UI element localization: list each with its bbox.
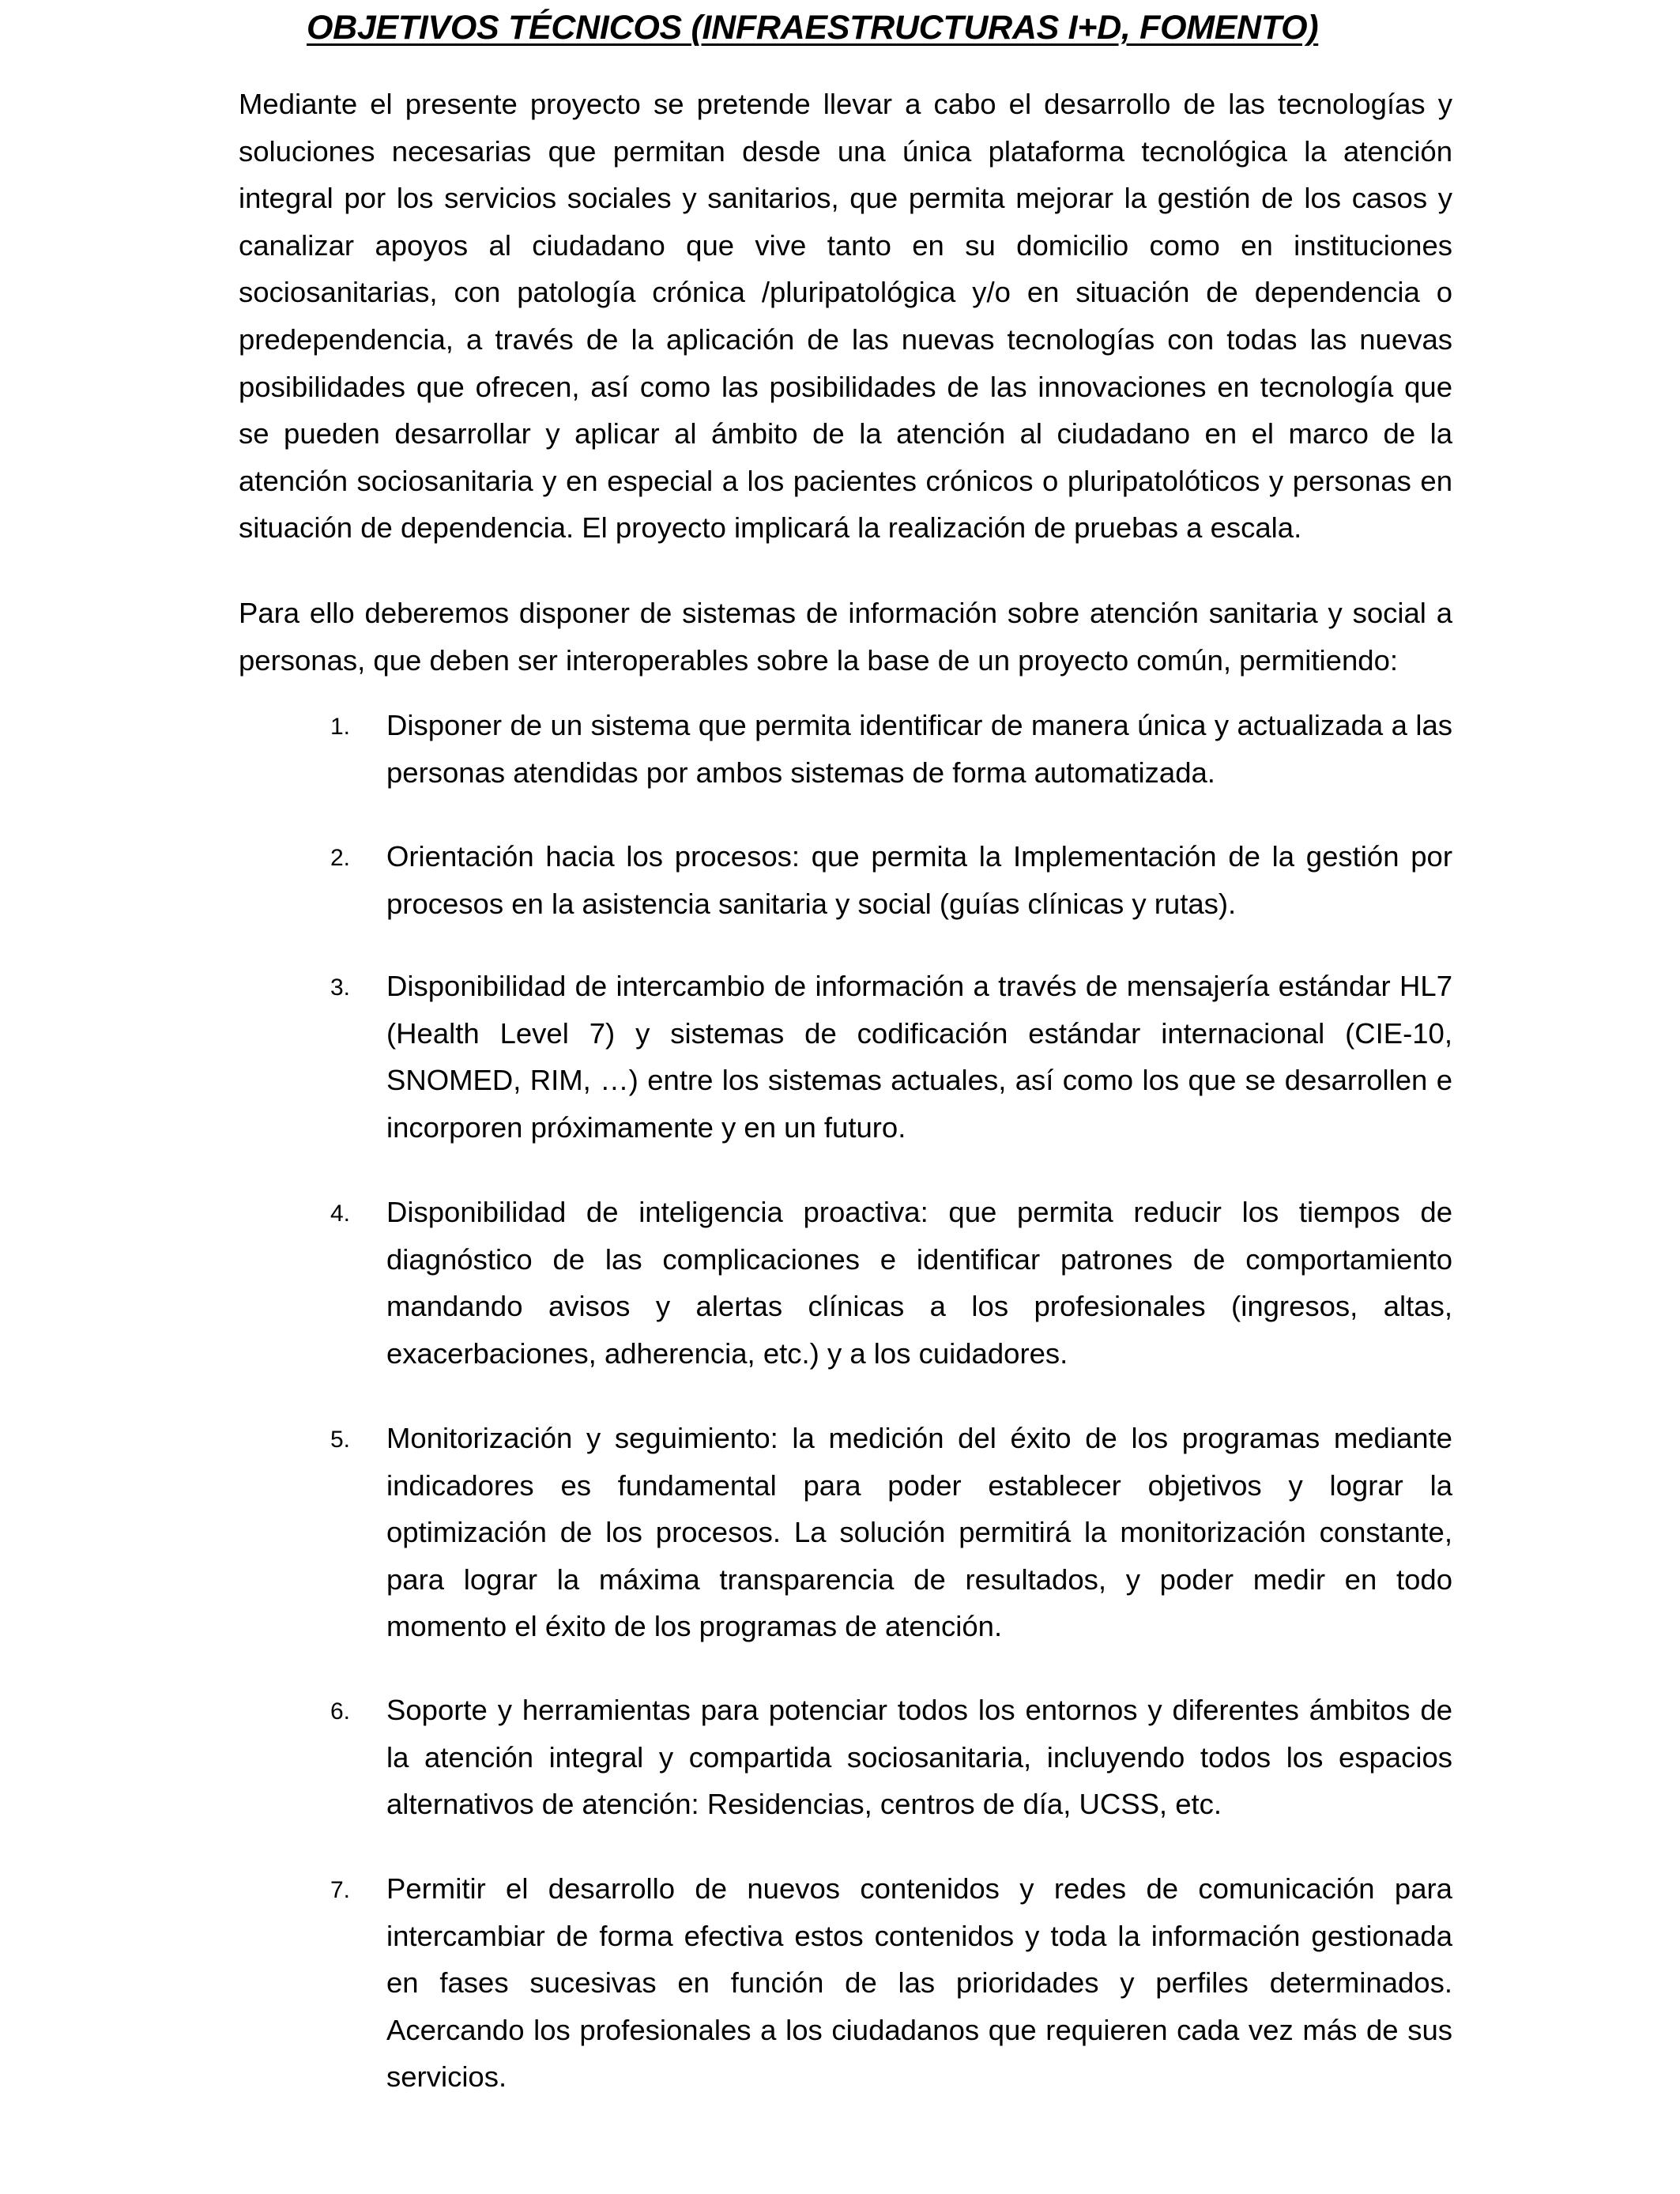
requirements-paragraph: Para ello deberemos disponer de sistemas de información sobre atención sanitaria y social a personas, que deben ser interoperables sobre la base de un proyecto común, permitiendo: <box>239 597 1452 677</box>
list-item-text: Monitorización y seguimiento: la medición del éxito de los programas mediante indicadores es fundamental para poder establecer objetivos y lograr la optimización de los procesos. La solución permitirá la monitorización constante, para lograr la máxima transparencia de resultados, y poder medir en todo momento el éxito de los programas de atención. <box>386 1422 1452 1643</box>
list-item-text: Soporte y herramientas para potenciar todos los entornos y diferentes ámbitos de la atención integral y compartida sociosanitaria, incluyendo todos los espacios alternativos de atención: Residencias, centros de día, UCSS, etc. <box>386 1694 1452 1821</box>
list-item-number: 6. <box>330 1698 351 1725</box>
list-item-number: 7. <box>330 1877 351 1903</box>
list-item-number: 3. <box>330 974 351 1001</box>
list-item-text: Permitir el desarrollo de nuevos contenidos y redes de comunicación para intercambiar de forma efectiva estos contenidos y toda la información gestionada en fases sucesivas en función de las prioridades y perfiles determinados. Acercando los profesionales a los ciudadanos que requieren cada vez más de sus servicios. <box>386 1872 1452 2094</box>
list-item-number: 5. <box>330 1427 351 1453</box>
list-item-text: Orientación hacia los procesos: que permita la Implementación de la gestión por procesos en la asistencia sanitaria y social (guías clínicas y rutas). <box>386 840 1452 920</box>
list-item-text: Disponibilidad de inteligencia proactiva: que permita reducir los tiempos de diagnóstico de las complicaciones e identificar patrones de comportamiento mandando avisos y alertas clínicas a los profesionales (ingresos, altas, exacerbaciones, adherencia, etc.) y a los cuidadores. <box>386 1196 1452 1370</box>
list-item-number: 4. <box>330 1201 351 1227</box>
list-item-number: 2. <box>330 845 351 871</box>
intro-paragraph: Mediante el presente proyecto se pretende llevar a cabo el desarrollo de las tecnologías y soluciones necesarias que permitan desde una única plataforma tecnológica la atención integral por los servicios sociales y sanitarios, que permita mejorar la gestión de los casos y canalizar apoyos al ciudadano que vive tanto en su domicilio como en instituciones sociosanitarias, con patología crónica /pluripatológica y/o en situación de dependencia o predependencia, a través de la aplicación de las nuevas tecnologías con todas las nuevas posibilidades que ofrecen, así como las posibilidades de las innovaciones en tecnología que se pueden desarrollar y aplicar al ámbito de la atención al ciudadano en el marco de la atención sociosanitaria y en especial a los pacientes crónicos o pluripatolóticos y personas en situación de dependencia. El proyecto implicará la realización de pruebas a escala. <box>239 88 1452 545</box>
list-item-number: 1. <box>330 714 351 740</box>
list-item-text: Disponibilidad de intercambio de información a través de mensajería estándar HL7 (Health Level 7) y sistemas de codificación estándar internacional (CIE-10, SNOMED, RIM, …) entre los sistemas actuales, así como los que se desarrollen e incorporen próximamente y en un futuro. <box>386 970 1452 1144</box>
page-title: OBJETIVOS TÉCNICOS (INFRAESTRUCTURAS I+D, FOMENTO) <box>307 9 1319 47</box>
list-item-text: Disponer de un sistema que permita identificar de manera única y actualizada a las personas atendidas por ambos sistemas de forma automatizada. <box>386 709 1452 789</box>
